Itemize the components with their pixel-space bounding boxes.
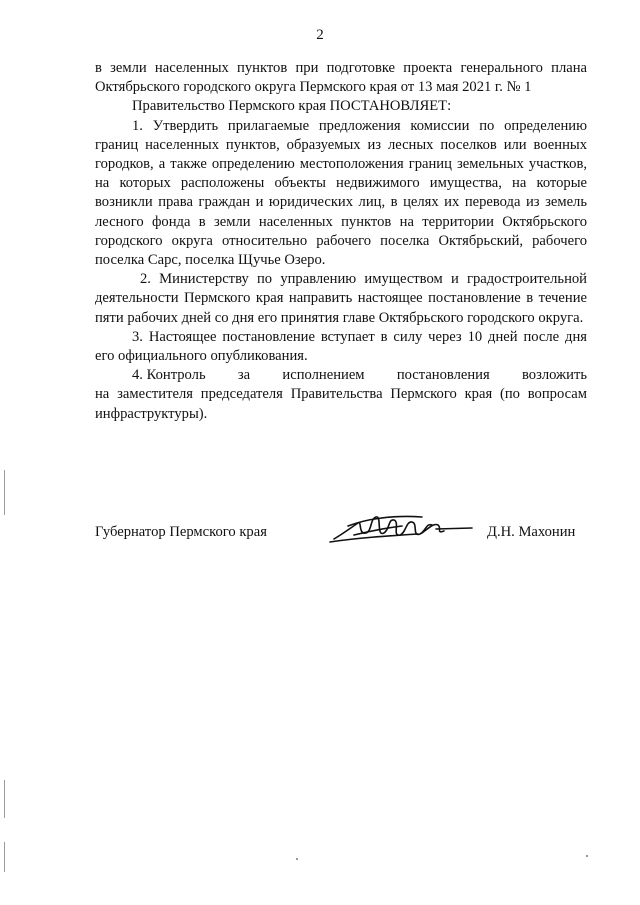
item-3-paragraph: 3. Настоящее постановление вступает в силу через 10 дней после дня его официального опубликования. bbox=[95, 328, 587, 365]
signatory-name: Д.Н. Махонин bbox=[487, 524, 576, 540]
scan-dot bbox=[586, 855, 588, 857]
item-4-word: за bbox=[237, 367, 251, 384]
handwritten-signature bbox=[326, 507, 476, 549]
signatory-position: Губернатор Пермского края bbox=[95, 524, 267, 540]
scan-edge-mark bbox=[4, 842, 5, 872]
item-4-word: возложить bbox=[521, 367, 587, 384]
scan-dot bbox=[296, 858, 298, 860]
item-4-word: 4. Контроль bbox=[132, 367, 206, 384]
item-4-word: исполнением bbox=[282, 367, 365, 384]
scan-edge-mark bbox=[4, 470, 5, 515]
item-2-paragraph: 2. Министерству по управлению имуществом и градостроительной деятельности Пермского края направить настоящее постановление в течение пяти рабочих дней со дня его принятия главе Октябрьского городского округа. bbox=[95, 271, 587, 326]
item-1-paragraph: 1. Утвердить прилагаемые предложения комиссии по определению границ населенных пунктов, образуемых из лесных поселков или военных городков, а также определению местоположения границ земельных участков, на которых расположены объекты недвижимого имущества, на которые возникли права граждан и юридических лиц, в целях их перевода из земель лесного фонда в земли населенных пунктов на территории Октябрьского городского округа относительно рабочего поселка Октябрьский, рабочего поселка Сарс, поселка Щучье Озеро. bbox=[95, 117, 587, 269]
scan-edge-mark bbox=[4, 780, 5, 818]
page-number: 2 bbox=[316, 27, 324, 43]
item-4-rest: на заместителя председателя Правительства Пермского края (по вопросам инфраструктуры). bbox=[95, 386, 587, 422]
document-body bbox=[95, 59, 587, 424]
item-4-first-line bbox=[95, 366, 587, 385]
intro-paragraph: в земли населенных пунктов при подготовке проекта генерального плана Октябрьского городского округа Пермского края от 13 мая 2021 г. № 1 bbox=[95, 60, 587, 96]
item-4-word: постановления bbox=[396, 367, 490, 384]
resolution-heading: Правительство Пермского края ПОСТАНОВЛЯЕТ: bbox=[132, 98, 452, 115]
